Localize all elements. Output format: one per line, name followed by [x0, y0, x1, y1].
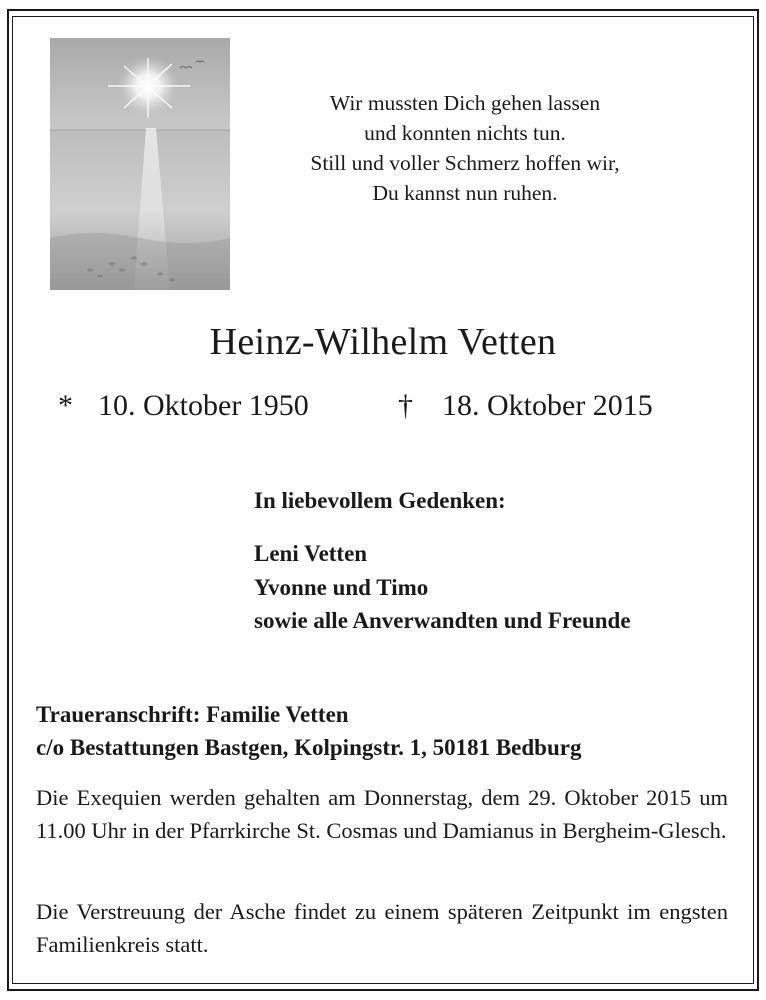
mourner-name: Yvonne und Timo [254, 574, 429, 600]
mourner-name: Leni Vetten [254, 541, 368, 566]
deceased-name: Heinz-Wilhelm Vetten [209, 321, 557, 363]
address-block [36, 698, 581, 764]
birth-date: 10. Oktober 1950 [98, 389, 309, 422]
birth-symbol: * [58, 389, 73, 422]
mourner-name: sowie alle Anverwandten und Freunde [254, 608, 631, 633]
mourners-list [254, 537, 631, 638]
ash-notice: Die Verstreuung der Asche findet zu einem späteren Zeitpunkt im engsten Familienkreis statt. [36, 899, 728, 957]
poem [250, 88, 680, 208]
poem-line: und konnten nichts tun. [364, 121, 566, 145]
poem-line: Wir mussten Dich gehen lassen [329, 91, 601, 115]
death-symbol: † [398, 389, 413, 422]
exequien-notice: Die Exequien werden gehalten am Donnerstag, dem 29. Oktober 2015 um 11.00 Uhr in der Pfarrkirche St. Cosmas und Damianus in Bergheim-Glesch. [36, 785, 728, 843]
sunset-sea-photo [50, 38, 230, 290]
address-line-2: c/o Bestattungen Bastgen, Kolpingstr. 1, 50181 Bedburg [36, 735, 582, 760]
mourners-heading: In liebevollem Gedenken: [254, 488, 506, 513]
address-line-1: Traueranschrift: Familie Vetten [36, 702, 349, 727]
death-date: 18. Oktober 2015 [442, 389, 653, 422]
poem-line: Du kannst nun ruhen. [372, 181, 558, 205]
poem-line: Still und voller Schmerz hoffen wir, [310, 151, 620, 175]
